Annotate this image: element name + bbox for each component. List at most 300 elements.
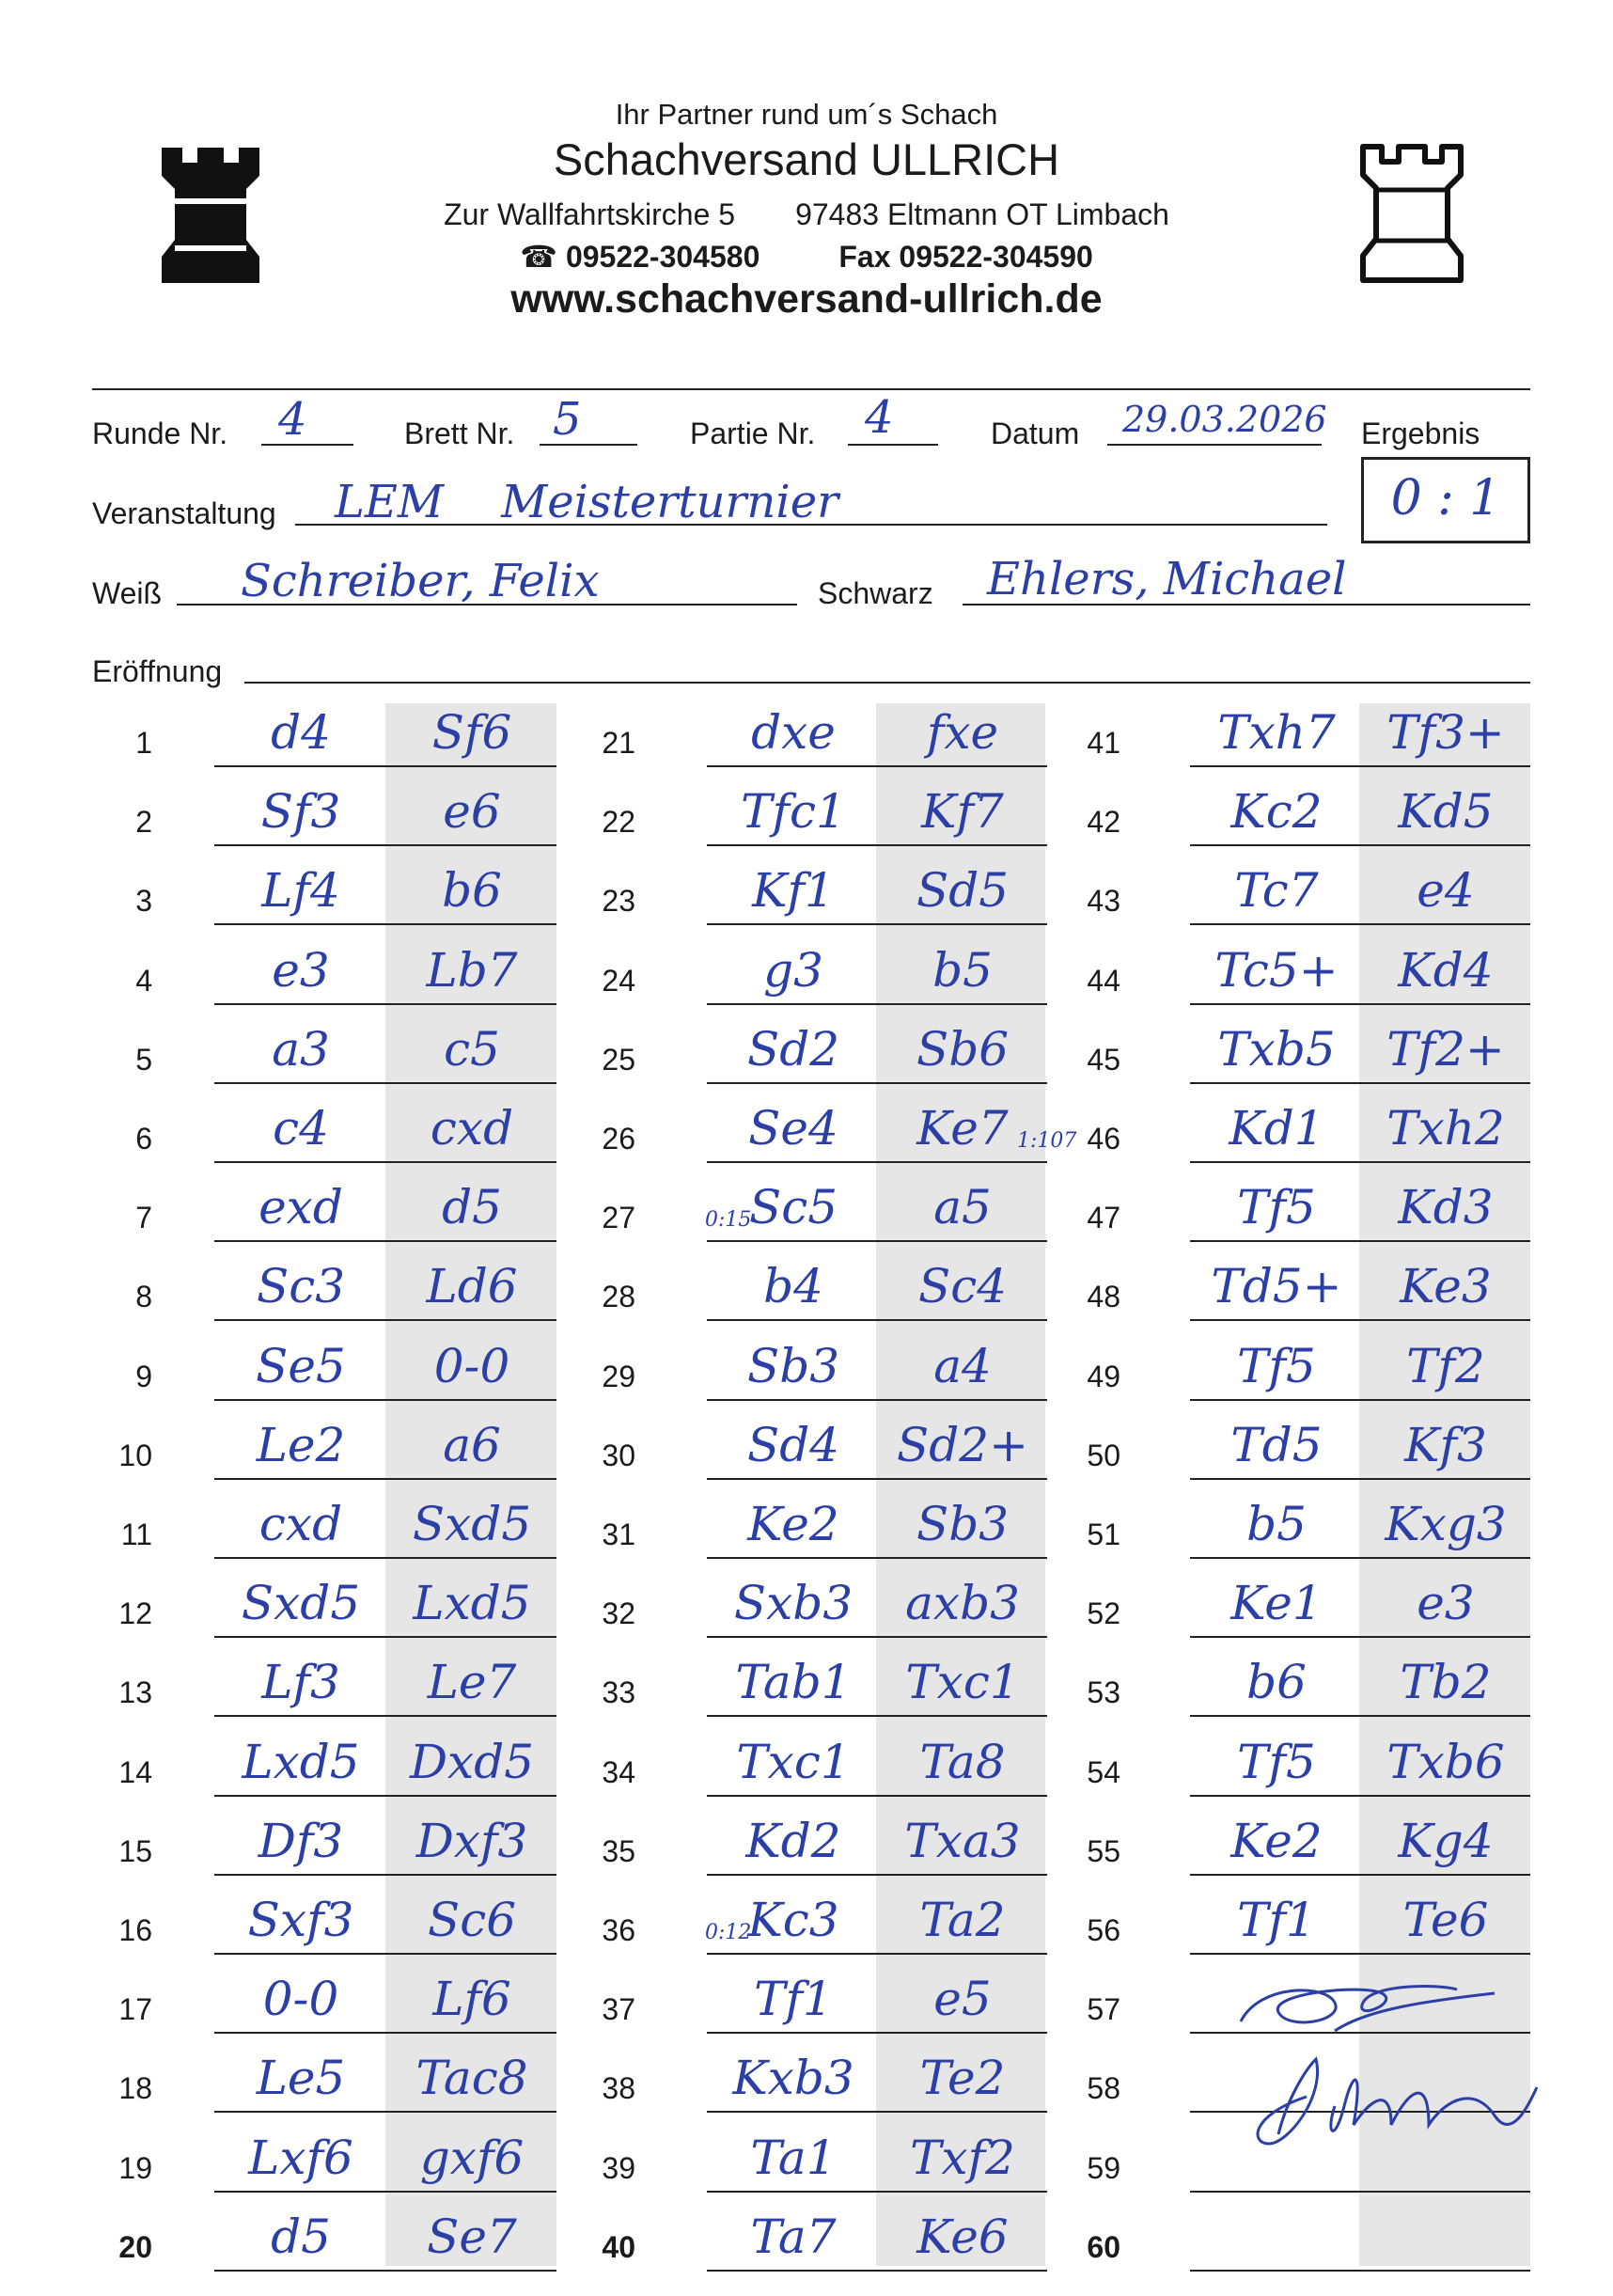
move-number: 16 xyxy=(118,1913,152,1947)
white-move: Sc3 xyxy=(256,1259,346,1314)
white-move: Kd2 xyxy=(745,1813,841,1868)
black-move-field[interactable] xyxy=(1359,2191,1530,2193)
move-number: 13 xyxy=(118,1675,152,1710)
black-move: Dxd5 xyxy=(409,1734,535,1789)
white-move-field[interactable] xyxy=(1190,1636,1361,1638)
white-move: b6 xyxy=(1246,1655,1307,1710)
white-move-field[interactable] xyxy=(707,1082,878,1084)
white-move: Kxb3 xyxy=(732,2051,854,2106)
black-move: e4 xyxy=(1417,863,1475,919)
white-move: cxd xyxy=(258,1497,343,1551)
black-move-field[interactable] xyxy=(385,2111,556,2113)
black-move: Ke6 xyxy=(916,2209,1009,2264)
white-move: Ke2 xyxy=(1230,1813,1323,1868)
black-move: b6 xyxy=(442,863,502,919)
black-move-field[interactable] xyxy=(1359,1557,1530,1559)
white-move-field[interactable] xyxy=(214,1240,385,1242)
move-number: 2 xyxy=(135,805,152,840)
eroeffnung-field[interactable] xyxy=(244,682,1530,684)
partie-field[interactable] xyxy=(848,444,938,446)
white-move-field[interactable] xyxy=(1190,923,1361,925)
white-move-field[interactable] xyxy=(707,1715,878,1717)
partie-label: Partie Nr. xyxy=(690,417,816,450)
black-move: e6 xyxy=(443,784,501,840)
white-move-field[interactable] xyxy=(214,2191,385,2193)
move-number: 52 xyxy=(1087,1596,1120,1631)
white-move-field[interactable] xyxy=(1190,844,1361,846)
white-move-field[interactable] xyxy=(707,1003,878,1005)
black-move-field[interactable] xyxy=(876,2270,1047,2272)
move-number: 5 xyxy=(135,1042,152,1077)
white-move: Tc5+ xyxy=(1214,942,1339,998)
white-move: Se5 xyxy=(256,1338,346,1393)
black-move-field[interactable] xyxy=(876,1636,1047,1638)
black-move-field[interactable] xyxy=(1359,765,1530,767)
black-move: Tb2 xyxy=(1400,1655,1492,1710)
black-move: Txb6 xyxy=(1386,1734,1505,1789)
move-number: 24 xyxy=(602,963,635,998)
black-move-field[interactable] xyxy=(385,923,556,925)
schwarz-label: Schwarz xyxy=(818,576,933,610)
move-number: 1 xyxy=(135,726,152,760)
black-move-field[interactable] xyxy=(876,1161,1047,1163)
white-move: Ta1 xyxy=(750,2130,837,2185)
white-move: Df3 xyxy=(258,1813,344,1868)
white-move-field[interactable] xyxy=(707,2270,878,2272)
move-number: 39 xyxy=(602,2150,635,2185)
black-move: Sc4 xyxy=(917,1259,1008,1314)
black-move: b5 xyxy=(932,942,993,998)
white-move-field[interactable] xyxy=(1190,2270,1361,2272)
white-move-field[interactable] xyxy=(1190,2191,1361,2193)
black-move: Sf6 xyxy=(431,705,512,760)
white-move: a3 xyxy=(272,1021,330,1077)
black-move-field[interactable] xyxy=(876,1003,1047,1005)
black-move-field[interactable] xyxy=(1359,923,1530,925)
white-move-field[interactable] xyxy=(214,1082,385,1084)
white-move-field[interactable] xyxy=(707,1240,878,1242)
white-move-field[interactable] xyxy=(707,1161,878,1163)
black-move-field[interactable] xyxy=(876,2191,1047,2193)
black-move-field[interactable] xyxy=(1359,1636,1530,1638)
black-move-field[interactable] xyxy=(1359,1715,1530,1717)
move-number: 51 xyxy=(1087,1518,1120,1551)
black-move: Tf2+ xyxy=(1386,1021,1505,1077)
move-number: 57 xyxy=(1087,1992,1120,2027)
white-move: c4 xyxy=(273,1101,329,1156)
black-move: Te6 xyxy=(1402,1893,1489,1947)
move-number: 46 xyxy=(1087,1122,1120,1156)
move-number: 14 xyxy=(118,1754,152,1789)
black-move-field[interactable] xyxy=(1359,1161,1530,1163)
black-move: Txf2 xyxy=(910,2130,1015,2185)
black-move: Dxf3 xyxy=(415,1813,528,1868)
black-move-field[interactable] xyxy=(876,2032,1047,2034)
black-move-field[interactable] xyxy=(385,1399,556,1401)
black-move: Ke7 xyxy=(916,1101,1009,1156)
black-move-field[interactable] xyxy=(1359,1874,1530,1876)
black-move-field[interactable] xyxy=(876,1953,1047,1955)
black-move-field[interactable] xyxy=(385,1557,556,1559)
white-move-field[interactable] xyxy=(214,1715,385,1717)
move-number: 11 xyxy=(120,1518,152,1551)
move-number: 15 xyxy=(118,1833,152,1868)
move-number: 37 xyxy=(602,1992,635,2027)
eroeffnung-label: Eröffnung xyxy=(92,654,223,688)
white-move: Tab1 xyxy=(735,1655,852,1710)
white-move: Se4 xyxy=(748,1101,838,1156)
runde-field[interactable] xyxy=(261,444,353,446)
move-number: 26 xyxy=(602,1122,635,1156)
white-move-field[interactable] xyxy=(1190,1874,1361,1876)
white-move-field[interactable] xyxy=(707,1478,878,1480)
white-move: b4 xyxy=(763,1259,823,1314)
move-number: 44 xyxy=(1087,963,1120,998)
header-contact-row xyxy=(0,239,1613,275)
black-move-field[interactable] xyxy=(1359,2270,1530,2272)
move-number: 56 xyxy=(1087,1913,1120,1947)
black-move-field[interactable] xyxy=(1359,1240,1530,1242)
move-number: 43 xyxy=(1087,884,1120,919)
black-move-field[interactable] xyxy=(385,844,556,846)
black-move-field[interactable] xyxy=(385,1478,556,1480)
black-move: Ke3 xyxy=(1400,1259,1492,1314)
white-move-field[interactable] xyxy=(1190,1161,1361,1163)
white-move-field[interactable] xyxy=(214,923,385,925)
black-move: Txa3 xyxy=(904,1813,1021,1868)
move-number: 47 xyxy=(1087,1201,1120,1235)
white-move-field[interactable] xyxy=(214,1557,385,1559)
white-move: Tf5 xyxy=(1237,1180,1316,1235)
white-move: Td5+ xyxy=(1211,1259,1342,1314)
white-move: Kf1 xyxy=(752,863,835,919)
white-move: Le2 xyxy=(256,1417,346,1472)
black-move: Kg4 xyxy=(1398,1813,1494,1868)
black-move-field[interactable] xyxy=(876,923,1047,925)
white-move-field[interactable] xyxy=(214,1161,385,1163)
black-move-field[interactable] xyxy=(876,844,1047,846)
black-move-field[interactable] xyxy=(876,1795,1047,1797)
black-move: Ld6 xyxy=(426,1259,518,1314)
white-move: Le5 xyxy=(256,2051,346,2106)
black-move: Kf7 xyxy=(921,784,1004,840)
brett-value: 5 xyxy=(553,393,582,446)
black-move-field[interactable] xyxy=(876,2111,1047,2113)
white-move-field[interactable] xyxy=(1190,1399,1361,1401)
black-move: Kd4 xyxy=(1398,942,1494,998)
move-number: 45 xyxy=(1087,1042,1120,1077)
signature-1 xyxy=(1222,1965,1504,2050)
black-move-field[interactable] xyxy=(1359,1478,1530,1480)
black-move: e3 xyxy=(1417,1576,1475,1631)
black-move-field[interactable] xyxy=(385,765,556,767)
street-address: Zur Wallfahrtskirche 5 xyxy=(444,197,736,231)
black-move-field[interactable] xyxy=(385,2191,556,2193)
move-number: 59 xyxy=(1087,2150,1120,2185)
white-move-field[interactable] xyxy=(214,2032,385,2034)
white-move-field[interactable] xyxy=(214,1874,385,1876)
black-move: a6 xyxy=(443,1417,501,1472)
white-move: Sxf3 xyxy=(247,1893,354,1947)
black-move: Sc6 xyxy=(427,1893,517,1947)
move-number: 17 xyxy=(118,1992,152,2027)
white-move: dxe xyxy=(751,705,836,760)
black-move-field[interactable] xyxy=(385,1715,556,1717)
black-move-field[interactable] xyxy=(385,1795,556,1797)
white-move-field[interactable] xyxy=(214,1795,385,1797)
black-move: Tac8 xyxy=(415,2051,528,2106)
white-move-field[interactable] xyxy=(707,1399,878,1401)
white-move: d4 xyxy=(271,705,331,760)
black-move-field[interactable] xyxy=(876,1478,1047,1480)
move-number: 28 xyxy=(602,1280,635,1314)
white-move: Kc3 xyxy=(747,1893,839,1947)
move-number: 38 xyxy=(602,2071,635,2106)
black-move: Kf3 xyxy=(1404,1417,1487,1472)
runde-label: Runde Nr. xyxy=(92,417,228,450)
white-move: Kc2 xyxy=(1230,784,1323,840)
black-move: Txc1 xyxy=(905,1655,1020,1710)
move-number: 21 xyxy=(602,726,635,760)
white-move-field[interactable] xyxy=(707,2111,878,2113)
brett-label: Brett Nr. xyxy=(404,417,515,450)
telephone-icon: ☎ xyxy=(520,240,558,274)
black-move: Sd2+ xyxy=(897,1417,1028,1472)
black-move-field[interactable] xyxy=(1359,1399,1530,1401)
white-move-field[interactable] xyxy=(707,2032,878,2034)
move-number: 27 xyxy=(602,1201,635,1235)
black-move: Kd3 xyxy=(1398,1180,1494,1235)
black-move: Sd5 xyxy=(916,863,1010,919)
white-move: Tf5 xyxy=(1237,1734,1316,1789)
black-move: Se7 xyxy=(427,2209,517,2264)
white-move-field[interactable] xyxy=(707,923,878,925)
white-move: Sd2 xyxy=(746,1021,840,1077)
black-move: Ta8 xyxy=(919,1734,1006,1789)
white-move-field[interactable] xyxy=(1190,1319,1361,1321)
black-move: Lf6 xyxy=(432,1972,511,2027)
move-number: 20 xyxy=(118,2229,152,2264)
black-move: axb3 xyxy=(905,1576,1020,1631)
black-move-field[interactable] xyxy=(876,1399,1047,1401)
white-move-time-note: 0:15 xyxy=(705,1208,752,1233)
white-move-field[interactable] xyxy=(707,1874,878,1876)
white-move-field[interactable] xyxy=(214,1636,385,1638)
white-move-field[interactable] xyxy=(214,765,385,767)
white-move-field[interactable] xyxy=(214,2270,385,2272)
white-move: b5 xyxy=(1246,1497,1307,1551)
white-move: Tc7 xyxy=(1234,863,1319,919)
signature-2 xyxy=(1231,2040,1542,2162)
move-number: 29 xyxy=(602,1359,635,1393)
white-move: 0-0 xyxy=(262,1972,339,2027)
white-move-field[interactable] xyxy=(214,1953,385,1955)
black-move: Ta2 xyxy=(919,1893,1006,1947)
white-move: Sc5 xyxy=(748,1180,838,1235)
white-move-field[interactable] xyxy=(214,1399,385,1401)
white-move-field[interactable] xyxy=(1190,1003,1361,1005)
move-number: 55 xyxy=(1087,1833,1120,1868)
move-number: 10 xyxy=(118,1438,152,1472)
move-number: 6 xyxy=(135,1122,152,1156)
black-move-field[interactable] xyxy=(876,765,1047,767)
white-move: Lxd5 xyxy=(242,1734,360,1789)
black-move: d5 xyxy=(442,1180,502,1235)
black-move-field[interactable] xyxy=(1359,844,1530,846)
move-number: 54 xyxy=(1087,1754,1120,1789)
white-move: Td5 xyxy=(1230,1417,1323,1472)
white-move: Txh7 xyxy=(1217,705,1336,760)
white-move-field[interactable] xyxy=(214,1319,385,1321)
white-move-field[interactable] xyxy=(214,1478,385,1480)
white-move-field[interactable] xyxy=(707,844,878,846)
black-move-field[interactable] xyxy=(385,2032,556,2034)
white-move-field[interactable] xyxy=(1190,1795,1361,1797)
header-divider xyxy=(92,388,1530,390)
move-number: 18 xyxy=(118,2071,152,2106)
black-move: Txh2 xyxy=(1386,1101,1505,1156)
white-move: Sxd5 xyxy=(241,1576,361,1631)
move-number: 22 xyxy=(602,805,635,840)
black-move-field[interactable] xyxy=(385,1319,556,1321)
black-move: Lb7 xyxy=(426,942,518,998)
black-move-field[interactable] xyxy=(876,1319,1047,1321)
black-move-field[interactable] xyxy=(385,2270,556,2272)
white-move-field[interactable] xyxy=(707,1953,878,1955)
white-move-time-note: 0:12 xyxy=(705,1921,752,1944)
black-move-field[interactable] xyxy=(1359,1795,1530,1797)
partie-value: 4 xyxy=(865,391,894,444)
fax-label: Fax xyxy=(838,240,891,274)
black-move: e5 xyxy=(933,1972,992,2027)
header-address-row xyxy=(0,197,1613,232)
white-move-field[interactable] xyxy=(707,2191,878,2193)
white-move-field[interactable] xyxy=(707,1636,878,1638)
white-move: Txb5 xyxy=(1217,1021,1336,1077)
white-move: Ke2 xyxy=(747,1497,839,1551)
move-number: 50 xyxy=(1087,1438,1120,1472)
company-name: Schachversand ULLRICH xyxy=(553,134,1060,184)
black-move-field[interactable] xyxy=(876,1874,1047,1876)
black-move: Le7 xyxy=(427,1655,517,1710)
move-number: 60 xyxy=(1087,2229,1120,2264)
white-move: Lxf6 xyxy=(248,2130,353,2185)
move-number: 31 xyxy=(602,1518,635,1551)
white-move-field[interactable] xyxy=(214,844,385,846)
black-move-field[interactable] xyxy=(385,1636,556,1638)
white-move-field[interactable] xyxy=(1190,1240,1361,1242)
white-move: Sf3 xyxy=(260,784,341,840)
black-move: 0-0 xyxy=(433,1338,510,1393)
move-number: 25 xyxy=(602,1042,635,1077)
datum-field[interactable] xyxy=(1107,444,1322,446)
black-move-field[interactable] xyxy=(1359,1082,1530,1084)
black-move: Te2 xyxy=(919,2051,1006,2106)
move-number: 7 xyxy=(135,1201,152,1235)
white-move: Sxb3 xyxy=(733,1576,853,1631)
white-move-field[interactable] xyxy=(1190,1557,1361,1559)
black-move-field[interactable] xyxy=(385,1161,556,1163)
white-move-field[interactable] xyxy=(707,1795,878,1797)
white-move: Lf3 xyxy=(261,1655,340,1710)
white-move-field[interactable] xyxy=(707,765,878,767)
black-move: a5 xyxy=(933,1180,992,1235)
black-move-field[interactable] xyxy=(385,1953,556,1955)
white-move: Sb3 xyxy=(746,1338,840,1393)
black-move-field[interactable] xyxy=(876,1240,1047,1242)
move-number: 41 xyxy=(1087,726,1120,760)
black-move: Tf2 xyxy=(1406,1338,1485,1393)
black-move: gxf6 xyxy=(419,2130,525,2185)
black-move: Tf3+ xyxy=(1386,705,1505,760)
move-number: 8 xyxy=(135,1280,152,1314)
move-number: 33 xyxy=(602,1675,635,1710)
white-move-field[interactable] xyxy=(1190,1478,1361,1480)
black-move: Sb6 xyxy=(916,1021,1010,1077)
move-number: 19 xyxy=(118,2150,152,2185)
black-move: a4 xyxy=(933,1338,992,1393)
white-move-field[interactable] xyxy=(1190,765,1361,767)
white-move-field[interactable] xyxy=(214,1003,385,1005)
white-move-field[interactable] xyxy=(214,2111,385,2113)
move-number: 34 xyxy=(602,1754,635,1789)
ergebnis-value: 0 : 1 xyxy=(1390,470,1501,527)
white-move-field[interactable] xyxy=(707,1557,878,1559)
black-move-field[interactable] xyxy=(1359,1319,1530,1321)
schwarz-value: Ehlers, Michael xyxy=(987,553,1347,605)
black-move-field[interactable] xyxy=(876,1082,1047,1084)
black-move-field[interactable] xyxy=(385,1240,556,1242)
move-number: 12 xyxy=(118,1596,152,1631)
black-move-time-note: 1:107 xyxy=(1017,1129,1077,1153)
white-move-field[interactable] xyxy=(707,1319,878,1321)
black-move: Kd5 xyxy=(1398,784,1494,840)
black-move-field[interactable] xyxy=(1359,1953,1530,1955)
black-move: Lxd5 xyxy=(413,1576,531,1631)
black-move-field[interactable] xyxy=(385,1003,556,1005)
move-number: 9 xyxy=(135,1359,152,1393)
white-move: Tf1 xyxy=(1237,1893,1316,1947)
website: www.schachversand-ullrich.de xyxy=(510,276,1103,322)
black-move-field[interactable] xyxy=(876,1557,1047,1559)
white-move-field[interactable] xyxy=(1190,1715,1361,1717)
white-move: Ke1 xyxy=(1230,1576,1323,1631)
black-move-field[interactable] xyxy=(385,1874,556,1876)
white-move: Ta7 xyxy=(750,2209,837,2264)
white-move: d5 xyxy=(271,2209,331,2264)
white-move: g3 xyxy=(763,942,823,998)
ergebnis-label: Ergebnis xyxy=(1361,417,1480,450)
white-move: Kd1 xyxy=(1229,1101,1324,1156)
weiss-label: Weiß xyxy=(92,576,163,610)
white-move: Txc1 xyxy=(736,1734,851,1789)
veranstaltung-value: LEM Meisterturnier xyxy=(335,476,839,528)
datum-label: Datum xyxy=(991,417,1080,450)
move-number: 58 xyxy=(1087,2071,1120,2106)
move-number: 32 xyxy=(602,1596,635,1631)
move-number: 53 xyxy=(1087,1675,1120,1710)
white-move: Tf5 xyxy=(1237,1338,1316,1393)
black-move-field[interactable] xyxy=(385,1082,556,1084)
white-move: Sd4 xyxy=(746,1417,840,1472)
white-move-field[interactable] xyxy=(1190,1953,1361,1955)
black-move: cxd xyxy=(430,1101,514,1156)
black-move-field[interactable] xyxy=(1359,1003,1530,1005)
move-number: 23 xyxy=(602,884,635,919)
white-move: Tf1 xyxy=(754,1972,833,2027)
white-move-field[interactable] xyxy=(1190,1082,1361,1084)
black-move-field[interactable] xyxy=(876,1715,1047,1717)
